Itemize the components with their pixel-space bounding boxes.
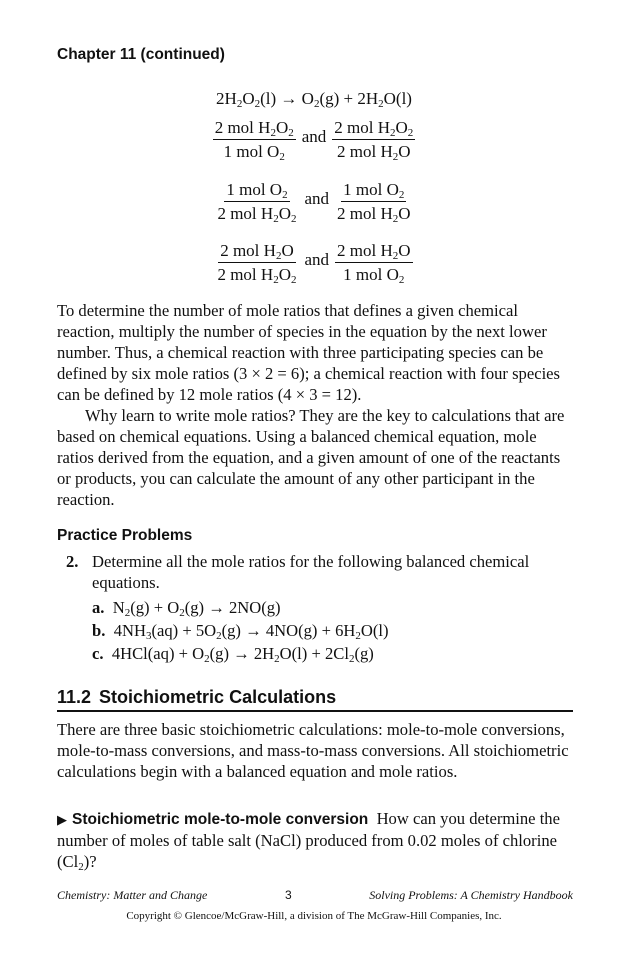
mole-ratio-row-1 xyxy=(0,118,628,163)
footer-handbook-title: Solving Problems: A Chemistry Handbook xyxy=(369,888,573,902)
mole-ratio-row-2 xyxy=(0,180,628,225)
ratio-fraction: $\frac{1 mol O_2}{2 mol H_2O_2}$ xyxy=(217,180,297,225)
page-footer xyxy=(57,888,573,903)
triangle-right-icon: ▶ xyxy=(57,812,67,827)
and-label: and xyxy=(304,249,330,269)
paragraph-why-mole-ratios: Why learn to write mole ratios? They are the key to calculations that are based on chemical equations. Using a balanced chemical equation, mole ratios derived from the equation, and a given amount of one of the reactants or products, you can calculate the amount of any other participant in the reaction. xyxy=(57,406,565,509)
problem-text: Determine all the mole ratios for the following balanced chemical equations. xyxy=(92,552,530,592)
section-intro: There are three basic stoichiometric calculations: mole-to-mole conversions, mole-to-mass conversions, and mass-to-mass conversions. All stoichiometric calculations begin with a balanced equation and mole ratios. xyxy=(57,720,569,781)
and-label: and xyxy=(301,126,327,146)
decomposition-equation: $2H_2O_2(l) \to O_2(g) + 2H_2O(l)$ xyxy=(216,89,412,110)
problem-item-c: c. $4HCl(aq) + O_2(g) \to 2H_2O(l) + 2Cl_2(g)$ xyxy=(92,644,374,665)
section-title: 11.2 Stoichiometric Calculations xyxy=(57,687,573,712)
subsection-mole-to-mole: ▶ Stoichiometric mole-to-mole conversion How can you determine the number of moles of table salt (NaCl) produced from 0.02 moles of chlorine $(Cl_2)$? xyxy=(57,809,560,873)
chapter-heading: Chapter 11 (continued) xyxy=(57,46,225,63)
and-label: and xyxy=(304,188,330,208)
copyright: Copyright © Glencoe/McGraw-Hill, a division of The McGraw-Hill Companies, Inc. xyxy=(126,910,502,922)
page-number: 3 xyxy=(284,888,292,902)
mole-ratio-row-3 xyxy=(0,241,628,286)
ratio-fraction: $\frac{2 mol H_2O_2}{1 mol O_2}$ xyxy=(214,118,294,163)
footer-book-title: Chemistry: Matter and Change xyxy=(57,888,208,902)
practice-problems-heading: Practice Problems xyxy=(57,527,193,544)
problem-item-b: b. $4NH_3(aq) + 5O_2(g) \to 4NO(g) + 6H_2O(l)$ xyxy=(92,621,389,642)
problem-item-a: a. $N_2(g) + O_2(g) \to 2NO(g)$ xyxy=(92,598,281,619)
ratio-fraction: $\frac{1 mol O_2}{2 mol H_2O}$ xyxy=(337,180,411,225)
ratio-fraction: $\frac{2 mol H_2O_2}{2 mol H_2O}$ xyxy=(334,118,414,163)
paragraph-mole-ratio-count: To determine the number of mole ratios that defines a given chemical reaction, multiply the number of species in the equation by the next lower number. Thus, a chemical reaction with three participating species can be defined by six mole ratios (3 × 2 = 6); a chemical reaction with four species can be defined by 12 mole ratios (4 × 3 = 12). xyxy=(57,301,561,404)
ratio-fraction: $\frac{2 mol H_2O}{1 mol O_2}$ xyxy=(337,241,411,286)
subsection-heading: Stoichiometric mole-to-mole conversion xyxy=(72,811,369,828)
ratio-fraction: $\frac{2 mol H_2O}{2 mol H_2O_2}$ xyxy=(217,241,297,286)
problem-number: 2. xyxy=(66,552,79,571)
